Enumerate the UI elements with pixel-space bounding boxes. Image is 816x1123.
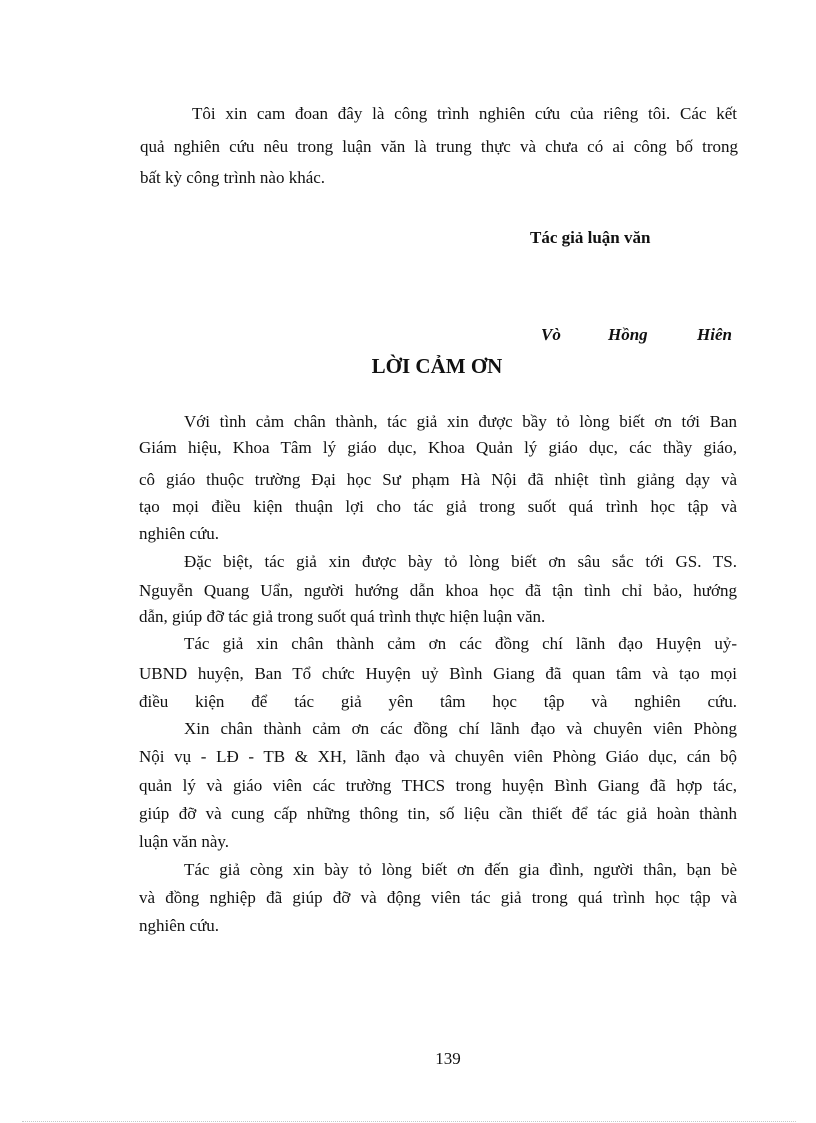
ack-line-7: Nguyễn Quang Uẩn, người hướng dẫn khoa học đã tận tình chỉ bảo, hướng — [139, 581, 737, 600]
declaration-line-2: quả nghiên cứu nêu trong luận văn là trung thực và chưa có ai công bố trong — [140, 137, 738, 156]
ack-line-1: Với tình cảm chân thành, tác giả xin được bầy tỏ lòng biết ơn tới Ban — [184, 412, 737, 431]
ack-line-5: nghiên cứu. — [139, 524, 220, 543]
ack-line-6: Đặc biệt, tác giả xin được bày tỏ lòng biết ơn sâu sắc tới GS. TS. — [184, 552, 737, 571]
ack-line-17: Tác giả còng xin bày tỏ lòng biết ơn đến gia đình, người thân, bạn bè — [184, 860, 737, 879]
ack-line-11: điều kiện để tác giả yên tâm học tập và nghiên cứu. — [139, 692, 737, 711]
author-name-part-2: Hồng — [608, 325, 648, 344]
ack-line-2: Giám hiệu, Khoa Tâm lý giáo dục, Khoa Quản lý giáo dục, các thầy giáo, — [139, 438, 737, 457]
page-bottom-rule — [22, 1121, 796, 1122]
ack-line-19: nghiên cứu. — [139, 916, 220, 935]
declaration-line-1: Tôi xin cam đoan đây là công trình nghiên cứu của riêng tôi. Các kết — [192, 104, 737, 123]
ack-line-13: Nội vụ - LĐ - TB & XH, lãnh đạo và chuyên viên Phòng Giáo dục, cán bộ — [139, 747, 737, 766]
acknowledgement-heading: LỜI CẢM ƠN — [371, 354, 503, 378]
ack-line-3: cô giáo thuộc trường Đại học Sư phạm Hà Nội đã nhiệt tình giảng dạy và — [139, 470, 737, 489]
declaration-line-3: bất kỳ công trình nào khác. — [140, 168, 326, 187]
ack-line-9: Tác giả xin chân thành cảm ơn các đồng chí lãnh đạo Huyện uỷ- — [184, 634, 737, 653]
ack-line-15: giúp đỡ và cung cấp những thông tin, số liệu cần thiết để tác giả hoàn thành — [139, 804, 737, 823]
page-number: 139 — [435, 1049, 461, 1068]
author-label: Tác giả luận văn — [530, 228, 651, 247]
ack-line-8: dẫn, giúp đỡ tác giả trong suốt quá trình thực hiện luận văn. — [139, 607, 546, 626]
author-name-part-3: Hiên — [697, 325, 732, 344]
ack-line-18: và đồng nghiệp đã giúp đỡ và động viên tác giả trong quá trình học tập và — [139, 888, 737, 907]
ack-line-16: luận văn này. — [139, 832, 230, 851]
ack-line-12: Xin chân thành cảm ơn các đồng chí lãnh đạo và chuyên viên Phòng — [184, 719, 737, 738]
ack-line-10: UBND huyện, Ban Tổ chức Huyện uỷ Bình Giang đã quan tâm và tạo mọi — [139, 664, 737, 683]
ack-line-14: quản lý và giáo viên các trường THCS trong huyện Bình Giang đã hợp tác, — [139, 776, 737, 795]
ack-line-4: tạo mọi điều kiện thuận lợi cho tác giả trong suốt quá trình học tập và — [139, 497, 737, 516]
author-name-part-1: Vò — [541, 325, 561, 344]
